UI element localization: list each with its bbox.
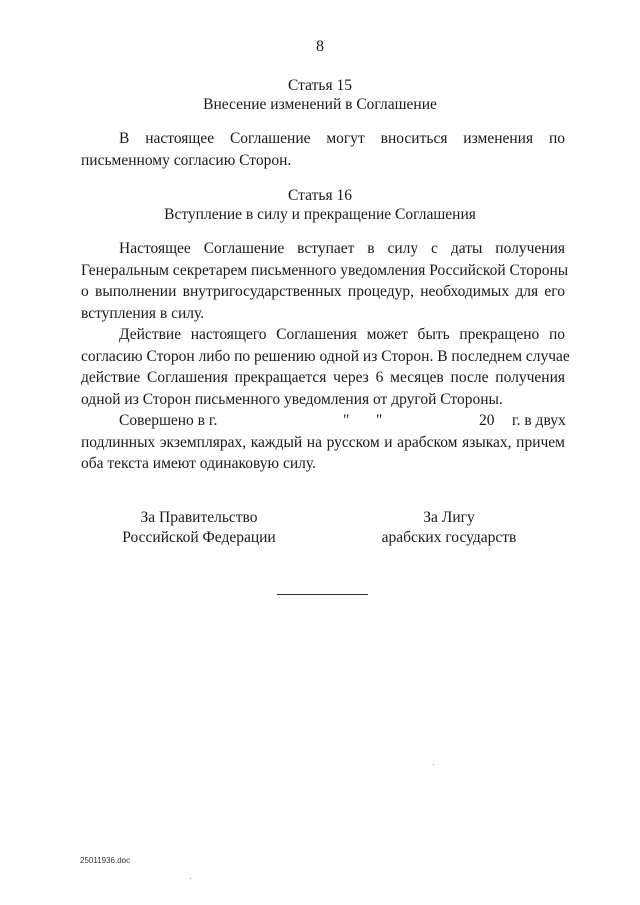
signature-arab-league-line-2: арабских государств [381,529,517,546]
done-clause-suffix: г. в двух [512,412,566,429]
scan-speck [190,878,191,879]
footer-filename: 25011936.doc [80,856,131,865]
signature-block-arab-league [349,508,549,548]
done-clause-rest [81,432,565,475]
article-16-p1-line-3: о выполнении внутригосударственных процедур, необходимых для его [81,283,565,300]
done-clause-line-2: подлинных экземплярах, каждый на русском и арабском языках, причем [81,433,565,451]
article-15-subheading: Внесение изменений в Соглашение [203,96,437,113]
article-16-subheading: Вступление в силу и прекращение Соглашения [164,206,476,223]
article-15-heading: Статья 15 [288,77,352,94]
article-16-p2-line-3: действие Соглашения прекращается через 6 месяцев после получения [81,369,565,386]
article-15-line-1: В настоящее Соглашение могут вноситься изменения по [119,130,565,147]
signature-block-russia [99,508,299,548]
signature-arab-league-line-1: За Лигу [423,509,475,526]
article-15-line-2: письменному согласию Сторон. [81,151,292,169]
article-15-paragraph [81,128,565,171]
article-16-heading: Статья 16 [288,187,352,204]
article-16-paragraph-1 [81,238,569,324]
article-16-p1-line-1: Настоящее Соглашение вступает в силу с даты получения [119,240,565,257]
done-clause-line-1 [81,410,565,432]
article-16-p2-line-1: Действие настоящего Соглашения может быть прекращено по [119,326,565,343]
scan-speck [433,764,434,765]
article-16-p1-line-4: вступления в силу. [81,304,205,322]
article-16-p2-line-2: согласию Сторон либо по решению одной из Сторон. В последнем случае [81,347,570,365]
done-clause-year: 20 [479,412,495,429]
article-16-paragraph-2 [81,324,570,410]
done-clause-quote-open: " [343,412,350,429]
page-number: 8 [316,38,324,55]
signature-russia-line-1: За Правительство [140,509,258,526]
done-clause-quote-close: " [376,412,383,429]
signature-russia-line-2: Российской Федерации [122,529,276,546]
closing-rule [277,594,368,595]
article-16-p1-line-2: Генеральным секретарем письменного уведомления Российской Стороны [81,261,569,279]
article-16-p2-line-4: одной из Сторон письменного уведомления от другой Стороны. [81,390,503,408]
done-clause-prefix: Совершено в г. [119,412,218,429]
done-clause-line-3: оба текста имеют одинаковую силу. [81,455,316,472]
